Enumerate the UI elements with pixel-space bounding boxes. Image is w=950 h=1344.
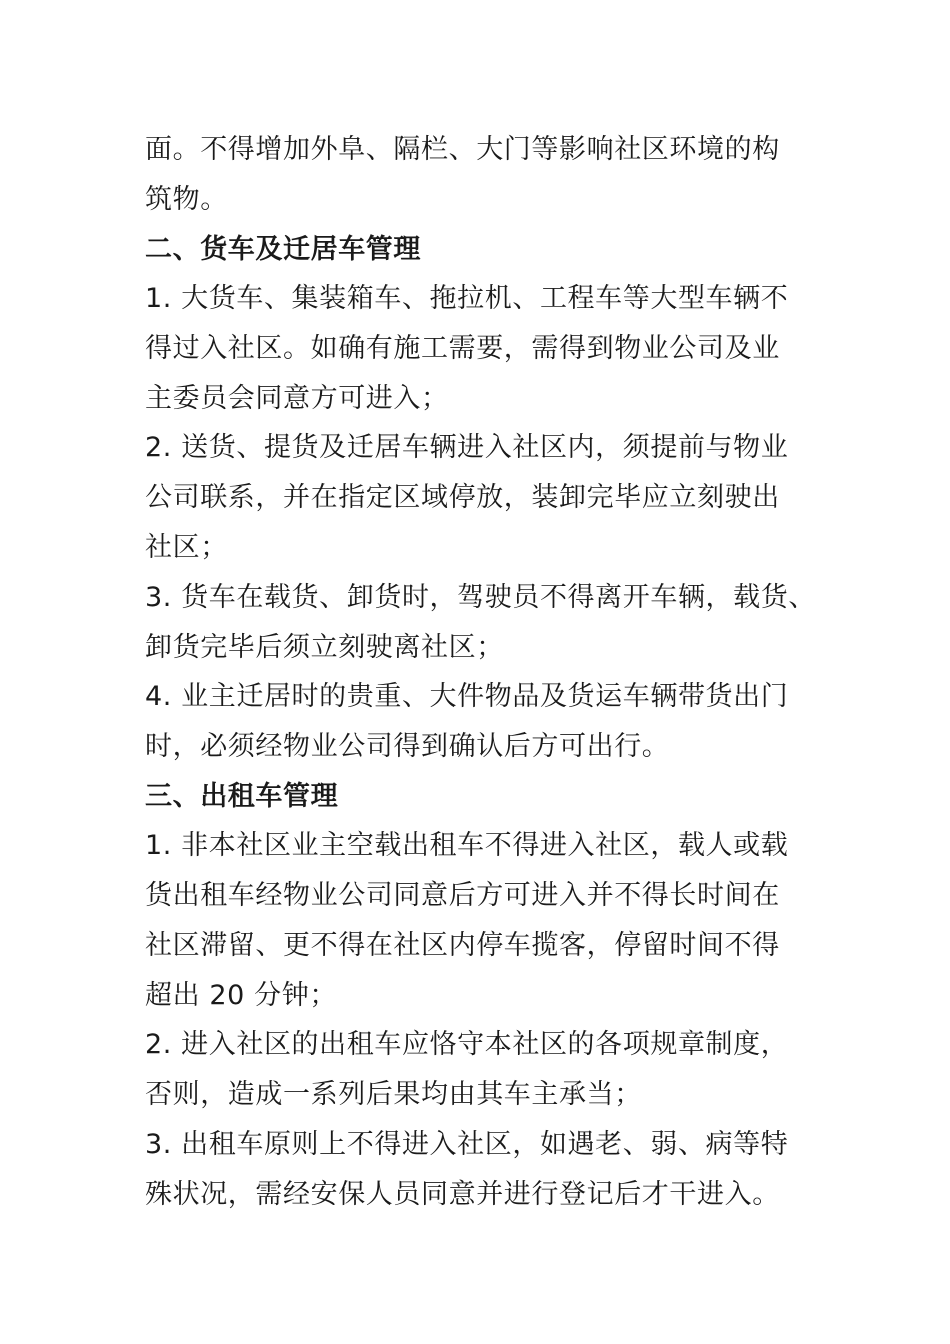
text-line: 1. 大货车、集装箱车、拖拉机、工程车等大型车辆不 [145,283,789,314]
text-line: 卸货完毕后须立刻驶离社区； [145,632,504,663]
text-line: 社区； [145,532,228,563]
text-line: 筑物。 [145,184,228,215]
text-line: 4. 业主迁居时的贵重、大件物品及货运车辆带货出门 [145,681,789,712]
text-line: 时，必须经物业公司得到确认后方可出行。 [145,731,670,762]
text-line: 社区滞留、更不得在社区内停车揽客，停留时间不得 [145,930,780,961]
text-line: 主委员会同意方可进入； [145,383,449,414]
text-line: 否则，造成一系列后果均由其车主承当； [145,1079,642,1110]
text-line: 3. 货车在载货、卸货时，驾驶员不得离开车辆，载货、 [145,582,816,613]
section-heading: 二、货车及迁居车管理 [145,234,421,265]
text-line: 面。不得增加外阜、隔栏、大门等影响社区环境的构 [145,134,780,165]
text-line: 2. 送货、提货及迁居车辆进入社区内，须提前与物业 [145,432,789,463]
text-line: 货出租车经物业公司同意后方可进入并不得长时间在 [145,880,780,911]
text-line: 1. 非本社区业主空载出租车不得进入社区，载人或载 [145,830,789,861]
text-line: 超出 20 分钟； [145,980,337,1011]
text-line: 殊状况，需经安保人员同意并进行登记后才干进入。 [145,1179,780,1210]
text-line: 3. 出租车原则上不得进入社区，如遇老、弱、病等特 [145,1129,789,1160]
text-line: 公司联系，并在指定区域停放，装卸完毕应立刻驶出 [145,482,780,513]
section-heading: 三、出租车管理 [145,781,339,812]
text-line: 得过入社区。如确有施工需要，需得到物业公司及业 [145,333,780,364]
text-line: 2. 进入社区的出租车应恪守本社区的各项规章制度， [145,1029,789,1060]
